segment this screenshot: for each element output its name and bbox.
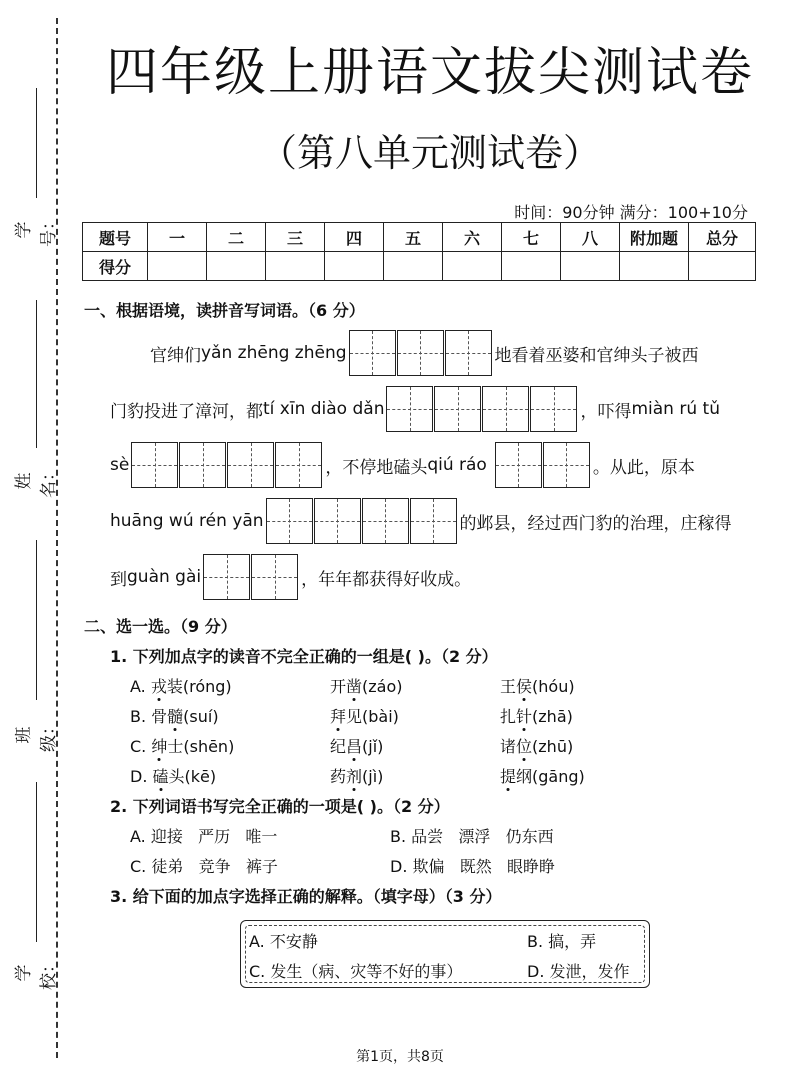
text: 药 <box>330 767 347 786</box>
writing-box[interactable] <box>543 442 590 488</box>
question-2: 2. 下列词语书写完全正确的一项是( )。（2 分） <box>110 797 450 816</box>
writing-box[interactable] <box>362 498 409 544</box>
pinyin: yǎn zhēng zhēng <box>201 343 347 363</box>
text: 纪 <box>330 737 347 756</box>
page-title: 四年级上册语文拔尖测试卷 <box>105 43 754 103</box>
score-cell[interactable] <box>561 252 620 281</box>
score-cell[interactable] <box>502 252 561 281</box>
school-label: 学校： <box>14 956 59 990</box>
text: 诸 <box>500 737 517 756</box>
text: (jǐ) <box>362 737 384 756</box>
header-cell: 总分 <box>689 223 756 252</box>
text: ，年年都获得好收成。 <box>301 569 472 590</box>
dotted-char: 昌 <box>346 737 363 756</box>
q2-option-a: A. 迎接 严历 唯一 <box>130 827 278 846</box>
q1-option-c-2 <box>330 734 383 757</box>
header-cell: 五 <box>384 223 443 252</box>
score-cell[interactable] <box>266 252 325 281</box>
q2-option-b: B. 品尝 漂浮 仍东西 <box>390 827 554 846</box>
class-label: 班级： <box>14 718 59 752</box>
text: 到 <box>110 569 127 590</box>
section2-title: 二、选一选。（9 分） <box>84 617 237 636</box>
writing-box[interactable] <box>445 330 492 376</box>
text: 装(róng) <box>166 677 232 696</box>
answer-boxes <box>266 498 458 544</box>
text: A. <box>130 677 151 696</box>
writing-box[interactable] <box>349 330 396 376</box>
text: ，吓得 <box>580 401 632 422</box>
writing-box[interactable] <box>434 386 481 432</box>
dotted-char: 绅 <box>151 737 168 756</box>
writing-box[interactable] <box>397 330 444 376</box>
pinyin: tí xīn diào dǎn <box>263 399 385 419</box>
text: (jì) <box>362 767 384 786</box>
class-line <box>36 540 37 700</box>
writing-box[interactable] <box>227 442 274 488</box>
text: 见(bài) <box>346 707 399 726</box>
section1-line5 <box>110 554 471 600</box>
q1-option-d-3 <box>500 764 585 787</box>
q2-option-c: C. 徒弟 竞争 裤子 <box>130 857 278 876</box>
dotted-char: 髓 <box>167 707 184 726</box>
text: D. <box>130 767 153 786</box>
text: (zhā) <box>532 707 573 726</box>
page-subtitle: （第八单元测试卷） <box>258 131 601 175</box>
text: 士(shēn) <box>167 737 235 756</box>
answer-boxes <box>386 386 578 432</box>
text: ，不停地磕头 <box>325 457 428 478</box>
writing-box[interactable] <box>131 442 178 488</box>
time-info: 时间：90分钟 满分：100+10分 <box>514 203 748 222</box>
q1-option-b-1 <box>130 704 219 727</box>
q1-option-a-3 <box>500 674 575 697</box>
text: 官绅们 <box>150 345 201 366</box>
header-cell: 二 <box>207 223 266 252</box>
student-id-line <box>36 88 37 198</box>
dotted-char: 拜 <box>330 707 347 726</box>
header-cell: 附加题 <box>620 223 689 252</box>
pinyin: huāng wú rén yān <box>110 511 264 531</box>
section1-line2 <box>110 386 720 432</box>
text: 纲(gāng) <box>516 767 585 786</box>
section1-line3 <box>110 442 695 488</box>
definition-b: B. 搞，弄 <box>527 932 597 951</box>
text: 。从此，原本 <box>592 457 695 478</box>
section1-line1 <box>150 330 699 376</box>
pinyin: qiú ráo <box>427 455 487 475</box>
writing-box[interactable] <box>314 498 361 544</box>
q2-option-d: D. 欺偏 既然 眼睁睁 <box>390 857 556 876</box>
text: (hóu) <box>532 677 575 696</box>
text: 地看着巫婆和官绅头子被西 <box>494 345 699 366</box>
writing-box[interactable] <box>482 386 529 432</box>
school-line <box>36 782 37 942</box>
writing-box[interactable] <box>386 386 433 432</box>
dotted-char: 剂 <box>346 767 363 786</box>
section1-line4 <box>110 498 732 544</box>
score-cell[interactable] <box>689 252 756 281</box>
writing-box[interactable] <box>275 442 322 488</box>
student-id-label: 学号： <box>14 213 59 247</box>
header-cell: 七 <box>502 223 561 252</box>
section1-title: 一、根据语境，读拼音写词语。（6 分） <box>84 301 365 320</box>
definition-a: A. 不安静 <box>249 932 318 951</box>
score-table-header-row <box>83 223 756 252</box>
q1-option-c-3 <box>500 734 573 757</box>
q1-option-c-1 <box>130 734 234 757</box>
header-cell: 一 <box>148 223 207 252</box>
q1-option-d-1 <box>130 764 216 787</box>
q1-option-b-3 <box>500 704 573 727</box>
question-3: 3. 给下面的加点字选择正确的解释。（填字母）（3 分） <box>110 887 502 906</box>
q1-option-a-1 <box>130 674 232 697</box>
definition-box <box>240 920 650 988</box>
question-1: 1. 下列加点字的读音不完全正确的一组是( )。（2 分） <box>110 647 498 666</box>
binding-dashed-line <box>56 18 58 1058</box>
score-table <box>82 222 756 281</box>
score-cell[interactable] <box>443 252 502 281</box>
definition-d: D. 发泄，发作 <box>527 962 630 981</box>
text: (suí) <box>183 707 219 726</box>
answer-boxes <box>131 442 323 488</box>
dotted-char: 提 <box>500 767 517 786</box>
writing-box[interactable] <box>179 442 226 488</box>
q1-option-a-2 <box>330 674 403 697</box>
header-cell: 六 <box>443 223 502 252</box>
answer-boxes <box>495 442 591 488</box>
text: 王 <box>500 677 517 696</box>
definition-c: C. 发生（病、灾等不好的事） <box>249 962 463 981</box>
text: C. <box>130 737 152 756</box>
header-cell: 三 <box>266 223 325 252</box>
text: B. 骨 <box>130 707 168 726</box>
text: (záo) <box>362 677 403 696</box>
answer-boxes <box>349 330 493 376</box>
dotted-char: 凿 <box>346 677 363 696</box>
score-cell[interactable] <box>148 252 207 281</box>
score-cell[interactable] <box>620 252 689 281</box>
text: 开 <box>330 677 347 696</box>
dotted-char: 磕 <box>152 767 169 786</box>
pinyin: guàn gài <box>127 567 202 587</box>
score-cell[interactable] <box>207 252 266 281</box>
writing-box[interactable] <box>410 498 457 544</box>
name-label: 姓名： <box>14 464 59 498</box>
q1-option-b-2 <box>330 704 399 727</box>
writing-box[interactable] <box>530 386 577 432</box>
score-table-score-row <box>83 252 756 281</box>
name-line <box>36 300 37 448</box>
writing-box[interactable] <box>495 442 542 488</box>
pinyin: miàn rú tǔ <box>631 399 720 419</box>
page-footer: 第1页，共8页 <box>356 1049 444 1065</box>
pinyin: sè <box>110 455 130 475</box>
text: 扎 <box>500 707 517 726</box>
header-cell: 八 <box>561 223 620 252</box>
text: 的邺县，经过西门豹的治理，庄稼得 <box>459 513 732 534</box>
answer-boxes <box>203 554 299 600</box>
row-label: 得分 <box>83 252 148 281</box>
dotted-char: 针 <box>516 707 533 726</box>
dotted-char: 位 <box>516 737 533 756</box>
dotted-char: 侯 <box>516 677 533 696</box>
writing-box[interactable] <box>203 554 250 600</box>
text: (zhū) <box>532 737 574 756</box>
writing-box[interactable] <box>266 498 313 544</box>
writing-box[interactable] <box>251 554 298 600</box>
text: 头(kē) <box>168 767 217 786</box>
q1-option-d-2 <box>330 764 383 787</box>
header-cell: 四 <box>325 223 384 252</box>
score-cell[interactable] <box>384 252 443 281</box>
text: 门豹投进了漳河，都 <box>110 401 263 422</box>
dotted-char: 戎 <box>150 677 167 696</box>
score-cell[interactable] <box>325 252 384 281</box>
header-cell: 题号 <box>83 223 148 252</box>
